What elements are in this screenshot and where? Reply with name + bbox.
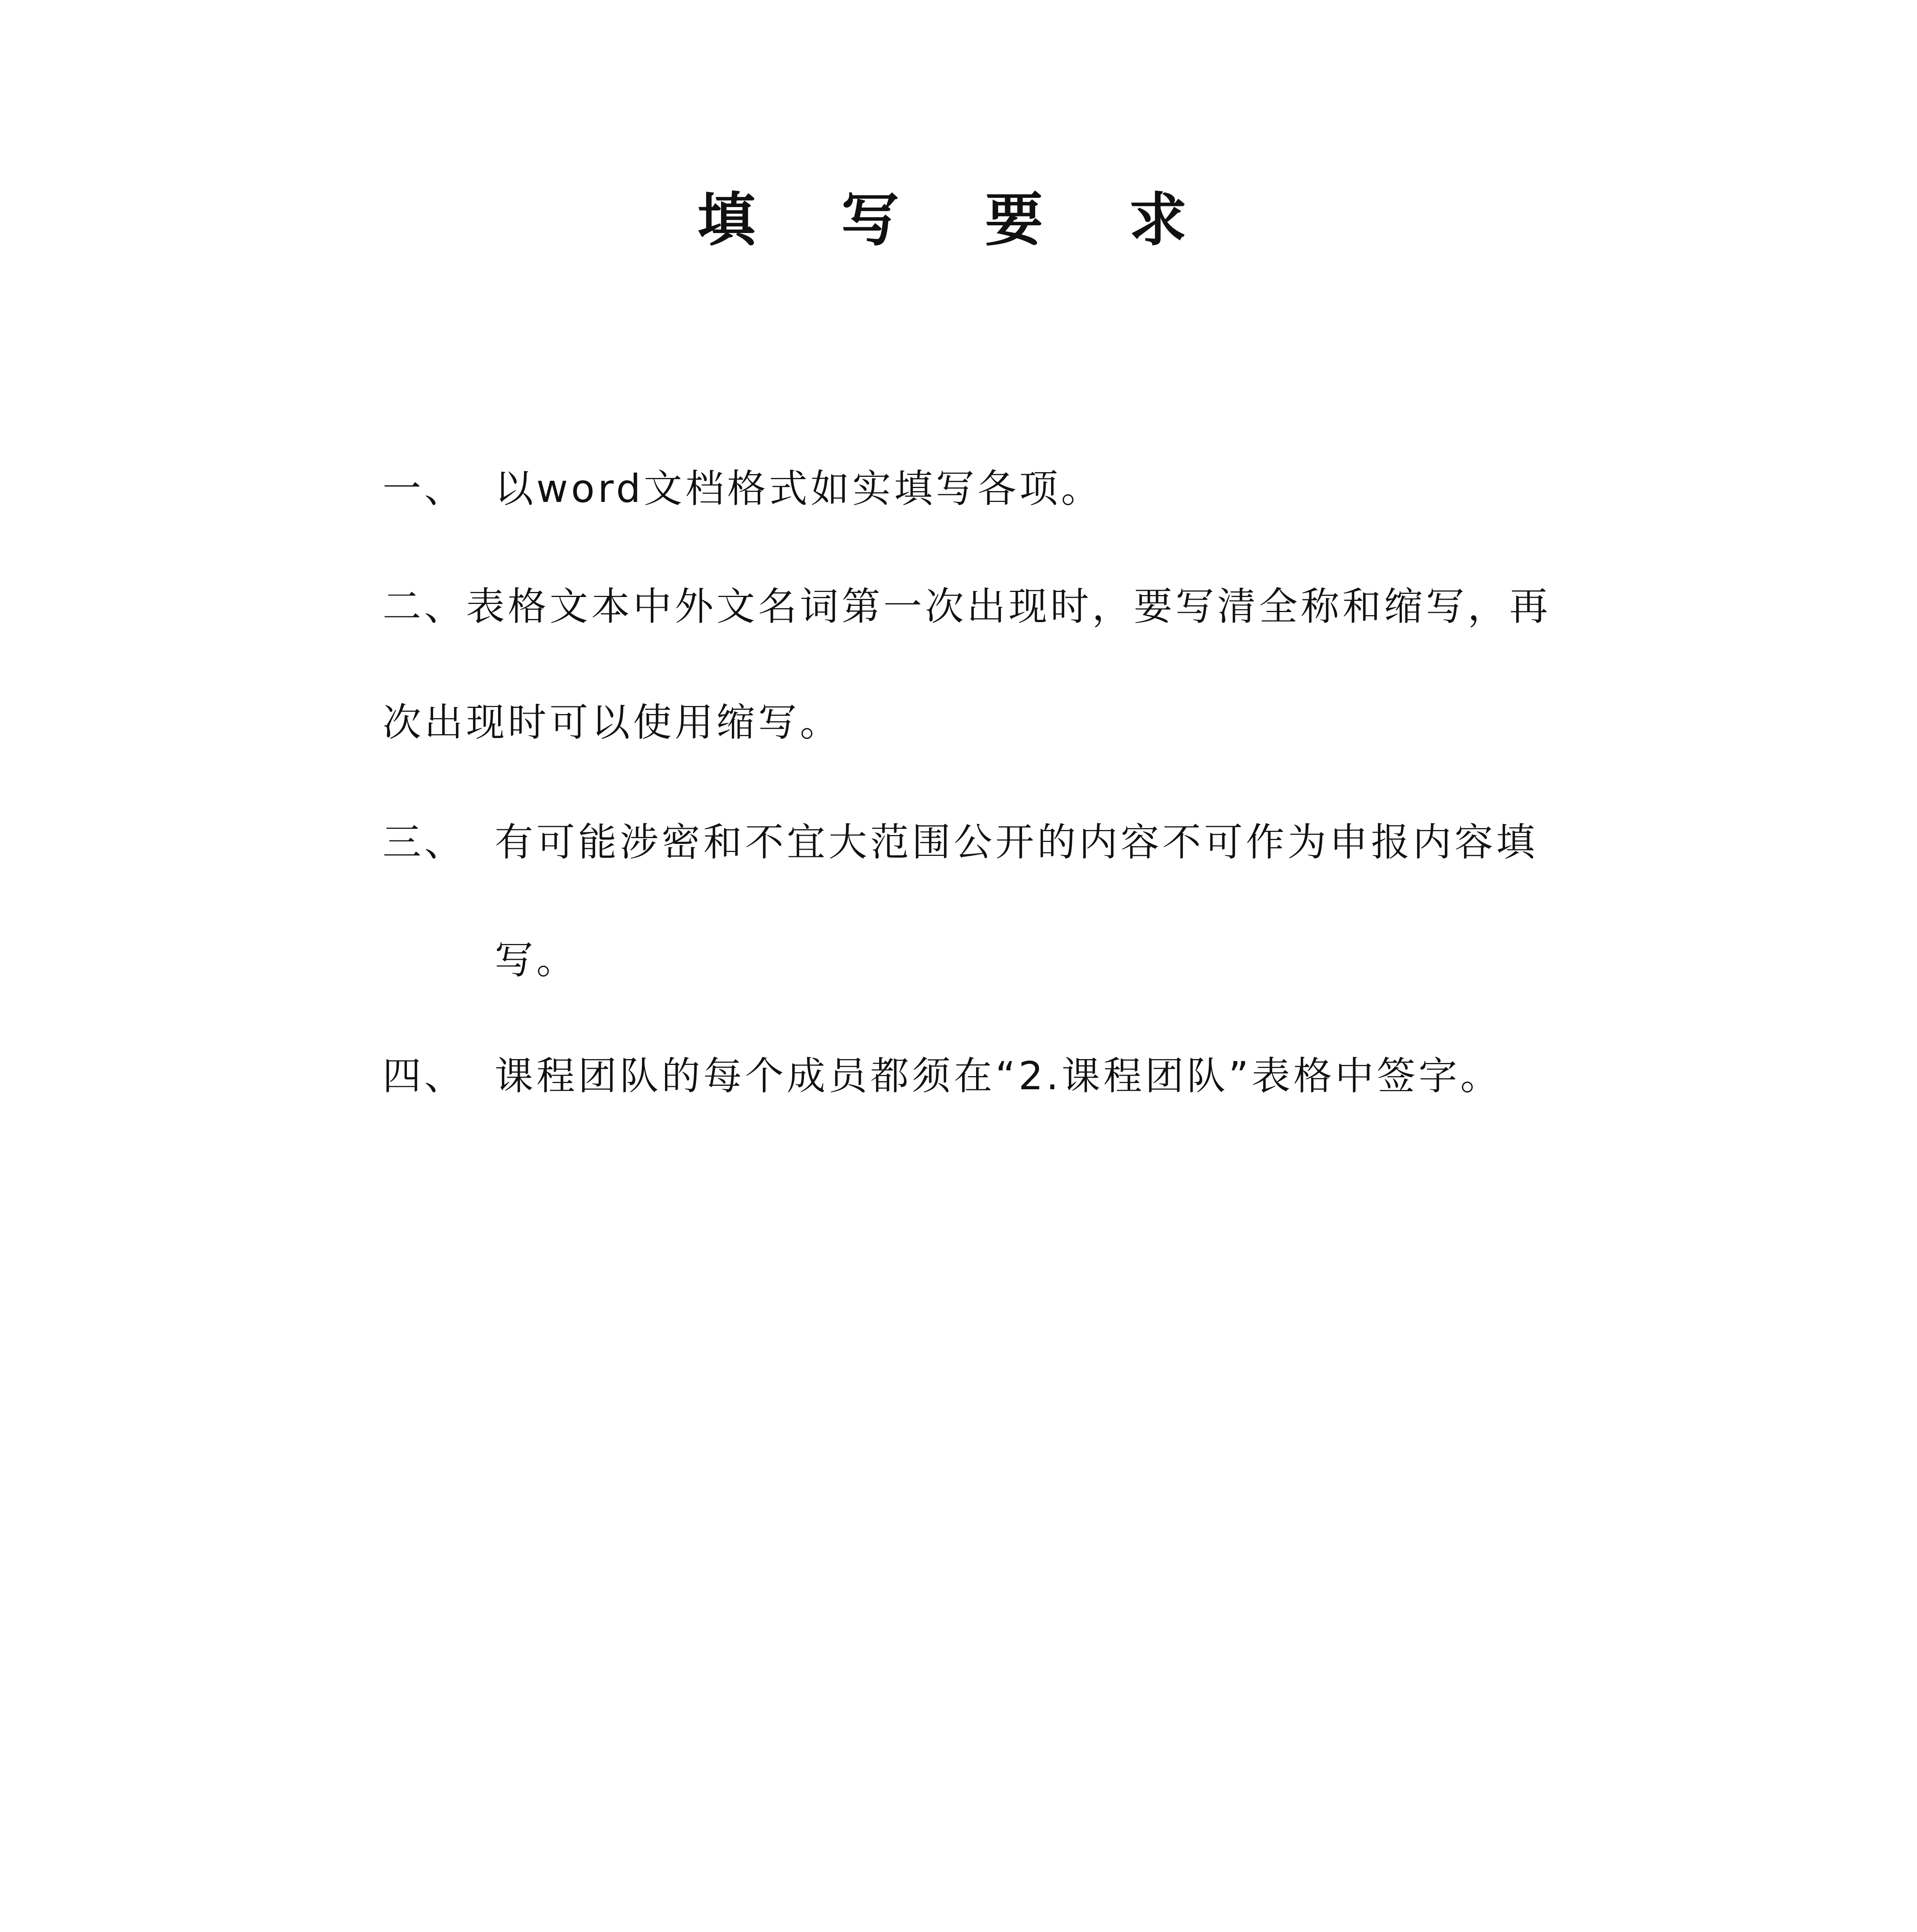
item-marker: 二、: [383, 584, 466, 629]
requirement-item-4: [383, 1049, 1635, 1103]
requirement-item-3-continuation: 写。: [495, 937, 578, 983]
requirement-item-2-continuation: 次出现时可以使用缩写。: [383, 700, 842, 745]
page-title: 填 写 要 求: [697, 187, 1220, 254]
item-text-line-1: 表格文本中外文名词第一次出现时，要写清全称和缩写，再: [466, 584, 1551, 629]
requirement-item-1: [383, 462, 1635, 516]
item-text: 课程团队的每个成员都须在“2.课程团队”表格中签字。: [495, 1053, 1502, 1099]
item-marker: 四、: [383, 1053, 466, 1099]
item-text: 以word文档格式如实填写各项。: [495, 466, 1103, 511]
requirement-item-2: [383, 580, 1635, 634]
item-marker: 三、: [383, 820, 466, 865]
item-marker: 一、: [383, 466, 466, 511]
item-text-line-1: 有可能涉密和不宜大范围公开的内容不可作为申报内容填: [495, 820, 1538, 865]
requirement-item-3: [383, 815, 1635, 869]
